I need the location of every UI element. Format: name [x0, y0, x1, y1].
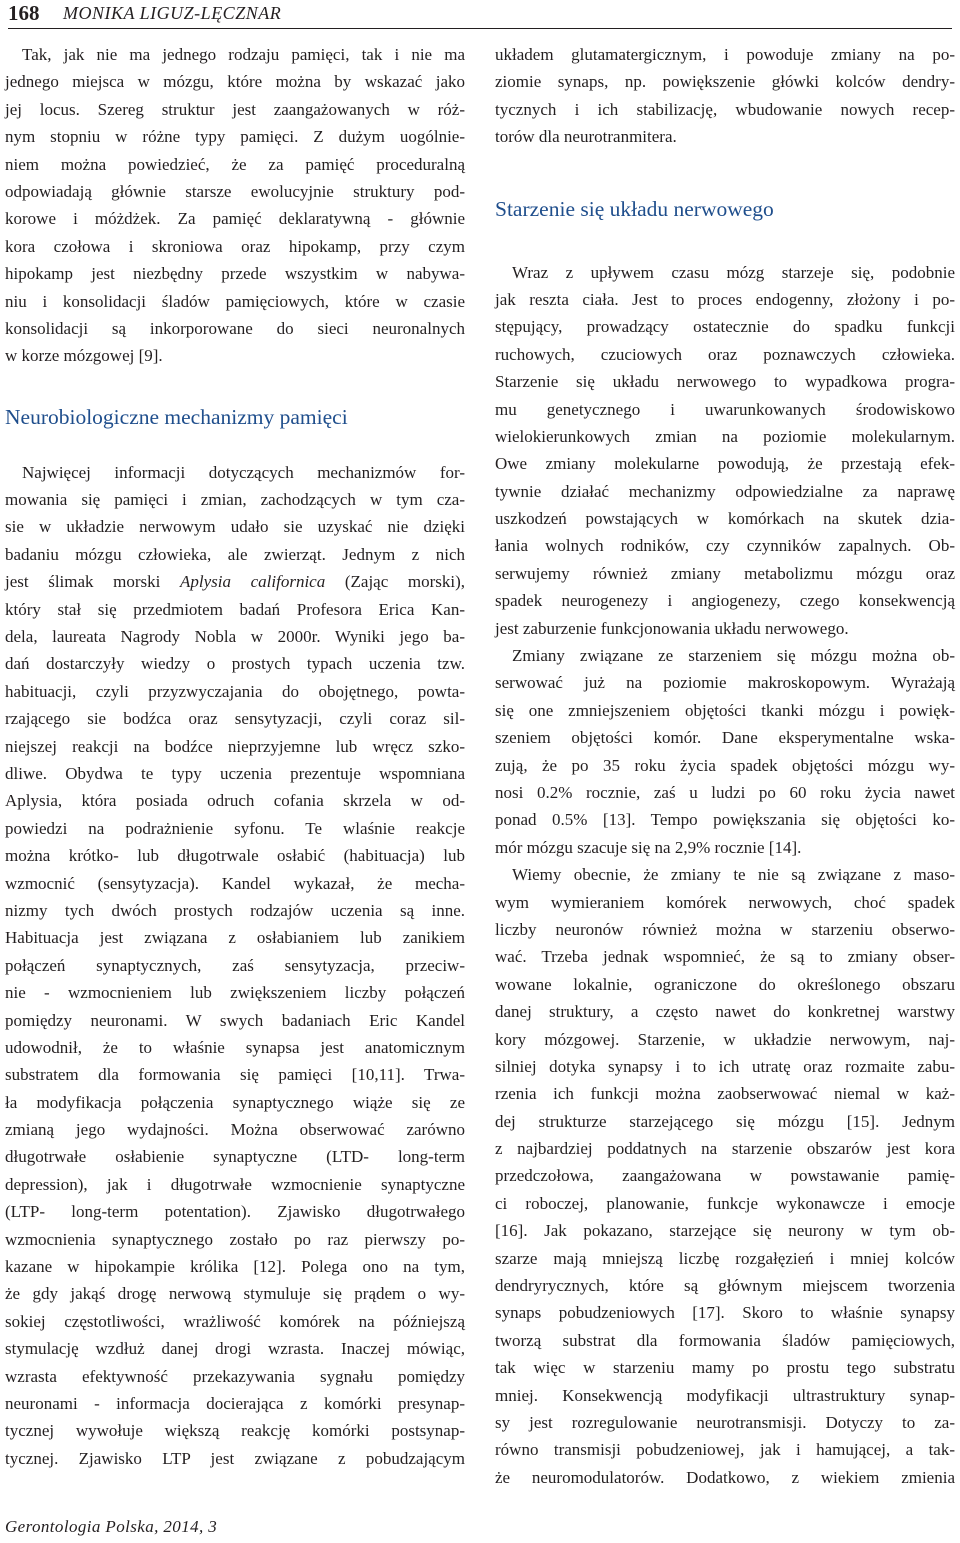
right-column: [495, 41, 955, 1491]
species-suffix: (Zając morski),: [325, 572, 466, 592]
text-line: Tak, jak nie ma jednego rodzaju pamięci, tak i nie ma: [22, 45, 465, 64]
text-line: sokiej częstotliwości, wrażliwość komórek na późniejszą: [5, 1311, 465, 1331]
text-line: że gdy jakąś drogę nerwową stymuluje się prądem o wy-: [5, 1284, 465, 1304]
journal-footer: Gerontologia Polska, 2014, 3: [5, 1517, 218, 1536]
section-heading-neurobiology: Neurobiologiczne mechanizmy pamięci: [5, 404, 348, 429]
text-line: niem można powiedzieć, że za pamięć proceduralną: [5, 154, 465, 174]
text-line: niu i konsolidacji śladów pamięciowych, które w czasie: [5, 291, 465, 311]
text-line: ziomie synaps, np. powiększenie główki kolców dendry-: [495, 72, 955, 92]
text-line: wzmocnienia synaptycznego zostało po raz pierwszy po-: [5, 1229, 465, 1249]
text-line: dej strukturze starzejącego się mózgu [15]. Jednym: [495, 1111, 955, 1131]
text-line: odpowiadają głównie starsze ewolucyjnie struktury pod-: [5, 181, 465, 201]
text-line: kazane w hipokampie królika [12]. Polega ono na tym,: [5, 1257, 465, 1277]
text-line: dendryrycznych, które są głównym miejscem tworzenia: [495, 1276, 955, 1296]
text-line: połączeń synaptycznych, zaś sensytyzacja, przeciw-: [5, 955, 465, 975]
text-line: neuronami - informacja docierająca z komórki presynap-: [5, 1393, 465, 1413]
paragraph-continuation: [495, 41, 955, 151]
text-line: torów dla neurotranmitera.: [495, 127, 677, 147]
text-line: niejszej reakcji na bodźce nieprzyjemne lub wręcz szko-: [5, 736, 465, 756]
text-line: liczby neuronów również można w starzeniu obserwo-: [495, 919, 955, 939]
text-line: Wraz z upływem czasu mózg starzeje się, podobnie: [512, 262, 955, 282]
text-line: wać. Trzeba jednak wspomnieć, że są to zmiany obser-: [495, 947, 955, 967]
text-line: tak więc w starzeniu mamy po prostu tego substratu: [495, 1358, 955, 1378]
text-line: korowe i móżdżek. Za pamięć deklaratywną - głównie: [5, 209, 465, 229]
text-line: wielokierunkowych zmian na poziomie molekularnym.: [495, 426, 955, 446]
text-line: danej struktury, a często nawet do konkretnej warstwy: [495, 1002, 955, 1022]
text-line: że neuromodulatorów. Dodatkowo, z wiekiem zmienia: [495, 1467, 955, 1487]
text-line: serwować już na poziomie makroskopowym. Wyrażają: [495, 673, 955, 693]
text-line: tywnie działać mechanizmy odpowiedzialne za naprawę: [495, 481, 955, 501]
text-line: rzającego sie bodźca oraz sensytyzacji, czyli coraz sil-: [5, 709, 465, 729]
text-line: nie - wzmocnieniem lub zwiększeniem liczby połączeń: [5, 983, 465, 1003]
text-line: rzenia ich funkcji można zaobserwować niemal w każ-: [495, 1084, 955, 1104]
text-line: w korze mózgowej [9].: [5, 346, 163, 366]
species-name: Aplysia californica: [180, 572, 326, 592]
text-line: badaniu mózgu człowieka, ale zwierząt. Jednym z nich: [5, 544, 465, 564]
text-line: sie w układzie nerwowym udało sie uzyskać nie dzięki: [5, 517, 465, 537]
text-line: mowania się pamięci i zmian, zachodzących w tym cza-: [5, 490, 465, 510]
text-line: mniej. Konsekwencją modyfikacji ultrastruktury synap-: [495, 1385, 955, 1405]
text-line: hipokamp jest niezbędny przede wszystkim w nabywa-: [5, 264, 465, 284]
text-line: równo transmisji pobudzeniowej, jak i hamującej, a tak-: [495, 1440, 955, 1460]
left-column: [5, 41, 465, 1472]
text-line: można krótko- lub długotrwale osłabić (habituacja) lub: [5, 846, 465, 866]
text-line: Najwięcej informacji dotyczących mechanizmów for-: [22, 462, 465, 482]
spacer: [495, 223, 955, 259]
spacer: [5, 370, 465, 404]
text-line: nosi 0.2% rocznie, zaś u ludzi po 60 roku życia nawet: [495, 782, 955, 802]
text-line: serwujemy również zmiany metabolizmu mózgu oraz: [495, 563, 955, 583]
text-line: ci roboczej, planowanie, funkcje wykonawcze i emocje: [495, 1193, 955, 1213]
text-line: dela, laureata Nagrody Nobla w 2000r. Wyniki jego ba-: [5, 627, 465, 647]
text-line: uszkodzeń powstających w komórkach na skutek dzia-: [495, 509, 955, 529]
page-number: 168: [8, 1, 40, 25]
text-line: ruchowych, czuciowych oraz poznawczych człowieka.: [495, 344, 955, 364]
text-line: [16]. Jak pokazano, starzejące się neurony w tym ob-: [495, 1221, 955, 1241]
text-line: Zmiany związane ze starzeniem się mózgu można ob-: [512, 646, 955, 666]
text-line: jest zaburzenie funkcjonowania układu nerwowego.: [495, 618, 849, 638]
text-line: Aplysia, która posiada odruch cofania skrzela w od-: [5, 791, 465, 811]
text-line: wzrasta efektywność przekazywania sygnału pomiędzy: [5, 1366, 465, 1386]
text-line: Habituacja jest związana z osłabianiem lub zanikiem: [5, 928, 465, 948]
text-line: z najbardziej poddatnych na starzenie obszarów jest kora: [495, 1139, 955, 1159]
text-line: ła modyfikacja połączenia synaptycznego wiąże się ze: [5, 1092, 465, 1112]
text-line: kory mózgowej. Starzenie, w układzie nerwowym, naj-: [495, 1029, 955, 1049]
text-line: szarze mają mniejszą liczbę rozgałęzień i mniej kolców: [495, 1248, 955, 1268]
spacer: [5, 431, 465, 459]
text-line: tycznych i ich stabilizację, wbudowanie nowych recep-: [495, 99, 955, 119]
text-line: zmianą jego wydajności. Można obserwować zarówno: [5, 1120, 465, 1140]
text-line: mu genetycznego i uwarunkowanych środowiskowo: [495, 399, 955, 419]
text-line: (LTP- long-term potentation). Zjawisko długotrwałego: [5, 1202, 465, 1222]
text-line: Owe zmiany molekularne powodują, że przestają efek-: [495, 454, 955, 474]
text-line: tycznej. Zjawisko LTP jest związane z pobudzającym: [5, 1448, 465, 1468]
text-line: depression), jak i długotrwałe wzmocnienie synaptyczne: [5, 1174, 465, 1194]
paragraph-aging-synapses: [495, 861, 955, 1491]
text-line: dliwe. Obydwa te typy uczenia prezentuje wspomniana: [5, 763, 465, 783]
text-line: nym stopniu w różne typy pamięci. Z dużym uogólnie-: [5, 127, 465, 147]
text-line: Starzenie się układu nerwowego to wypadkowa progra-: [495, 372, 955, 392]
text-line: nizmy tych dwóch prostych rodzajów uczenia są inne.: [5, 900, 465, 920]
text-line: wowane lokalnie, ograniczone do określonego obszaru: [495, 974, 955, 994]
text-line: konsolidacji są inkorporowane do sieci neuronalnych: [5, 318, 465, 338]
text-line-species: [5, 568, 465, 595]
paragraph-neurobiology-rest: [5, 596, 465, 1473]
text-line: stępujący, prowadzący ostatecznie do spadku funkcji: [495, 317, 955, 337]
text-line: habituacji, czyli przyzwyczajania do obojętnego, powta-: [5, 681, 465, 701]
text-line: jak reszta ciała. Jest to proces endogenny, złożony i po-: [495, 289, 955, 309]
text-line: Wiemy obecnie, że zmiany te nie są związane z maso-: [512, 865, 955, 885]
text-line: łania wolnych rodników, czy czynników zapalnych. Ob-: [495, 536, 955, 556]
text-line: sy jest rozregulowanie neurotransmisji. Dotyczy to za-: [495, 1412, 955, 1432]
text-line: tycznej wywołuje większą reakcję komórki postsynap-: [5, 1421, 465, 1441]
text-line: synaps pobudzeniowych [17]. Skoro to właśnie synapsy: [495, 1303, 955, 1323]
text-line: powiedzi na podrażnienie syfonu. Te wlaśnie reakcje: [5, 818, 465, 838]
text-line: przedczołowa, zaangażowana w powstawanie pamię-: [495, 1166, 955, 1186]
paragraph-aging-intro: [495, 259, 955, 642]
text-line: dań dostarczyły wiedzy o prostych typach uczenia tzw.: [5, 654, 465, 674]
paragraph-neurobiology-start: [5, 459, 465, 569]
text-line: układem glutamatergicznym, i powoduje zmiany na po-: [495, 45, 955, 64]
text-line: substratem dla formowania się pamięci [10,11]. Trwa-: [5, 1065, 465, 1085]
paragraph-memory-locus: [5, 41, 465, 370]
species-prefix: jest ślimak morski: [5, 572, 181, 592]
text-line: stymulację wzdłuż danej drogi wzrasta. Inaczej mówiąc,: [5, 1339, 465, 1359]
text-line: silniej dotyka synapsy i to ich utratę oraz rozmaite zabu-: [495, 1056, 955, 1076]
text-line: szeniem objętości komór. Dane eksperymentalne wska-: [495, 728, 955, 748]
text-line: który stał się przedmiotem badań Profesora Erica Kan-: [5, 599, 465, 619]
spacer: [495, 151, 955, 196]
text-line: długotrwałe osłabienie synaptyczne (LTD- long-term: [5, 1147, 465, 1167]
page-header: [8, 0, 952, 29]
paragraph-neurobiology: [5, 459, 465, 1472]
text-line: jednego miejsca w mózgu, które można by wskazać jako: [5, 72, 465, 92]
text-line: tworzą substrat dla formowania śladów pamięciowych,: [495, 1330, 955, 1350]
section-heading-aging: Starzenie się układu nerwowego: [495, 196, 774, 221]
running-head-author: MONIKA LIGUZ-LĘCZNAR: [63, 3, 282, 23]
text-line: się one zmniejszeniem objętości tkanki mózgu i powięk-: [495, 700, 955, 720]
text-line: jej locus. Szereg struktur jest zaangażowanych w róż-: [5, 99, 465, 119]
text-line: mór mózgu szacuje się na 2,9% rocznie [14].: [495, 837, 802, 857]
text-line: pomiędzy neuronami. W swych badaniach Eric Kandel: [5, 1010, 465, 1030]
text-line: zują, że po 35 roku życia spadek objętości mózgu wy-: [495, 755, 955, 775]
text-line: spadek neurogenezy i angiogenezy, czego konsekwencją: [495, 591, 955, 611]
text-line: kora czołowa i skroniowa oraz hipokamp, przy czym: [5, 236, 465, 256]
text-line: wym wymieraniem komórek nerwowych, choć spadek: [495, 892, 955, 912]
text-line: wzmocnić (sensytyzacja). Kandel wykazał, że mecha-: [5, 873, 465, 893]
text-line: udowodnił, że to właśnie synapsa jest anatomicznym: [5, 1037, 465, 1057]
paragraph-aging-macro: [495, 642, 955, 861]
text-line: ponad 0.5% [13]. Tempo powiększania się objętości ko-: [495, 810, 955, 830]
